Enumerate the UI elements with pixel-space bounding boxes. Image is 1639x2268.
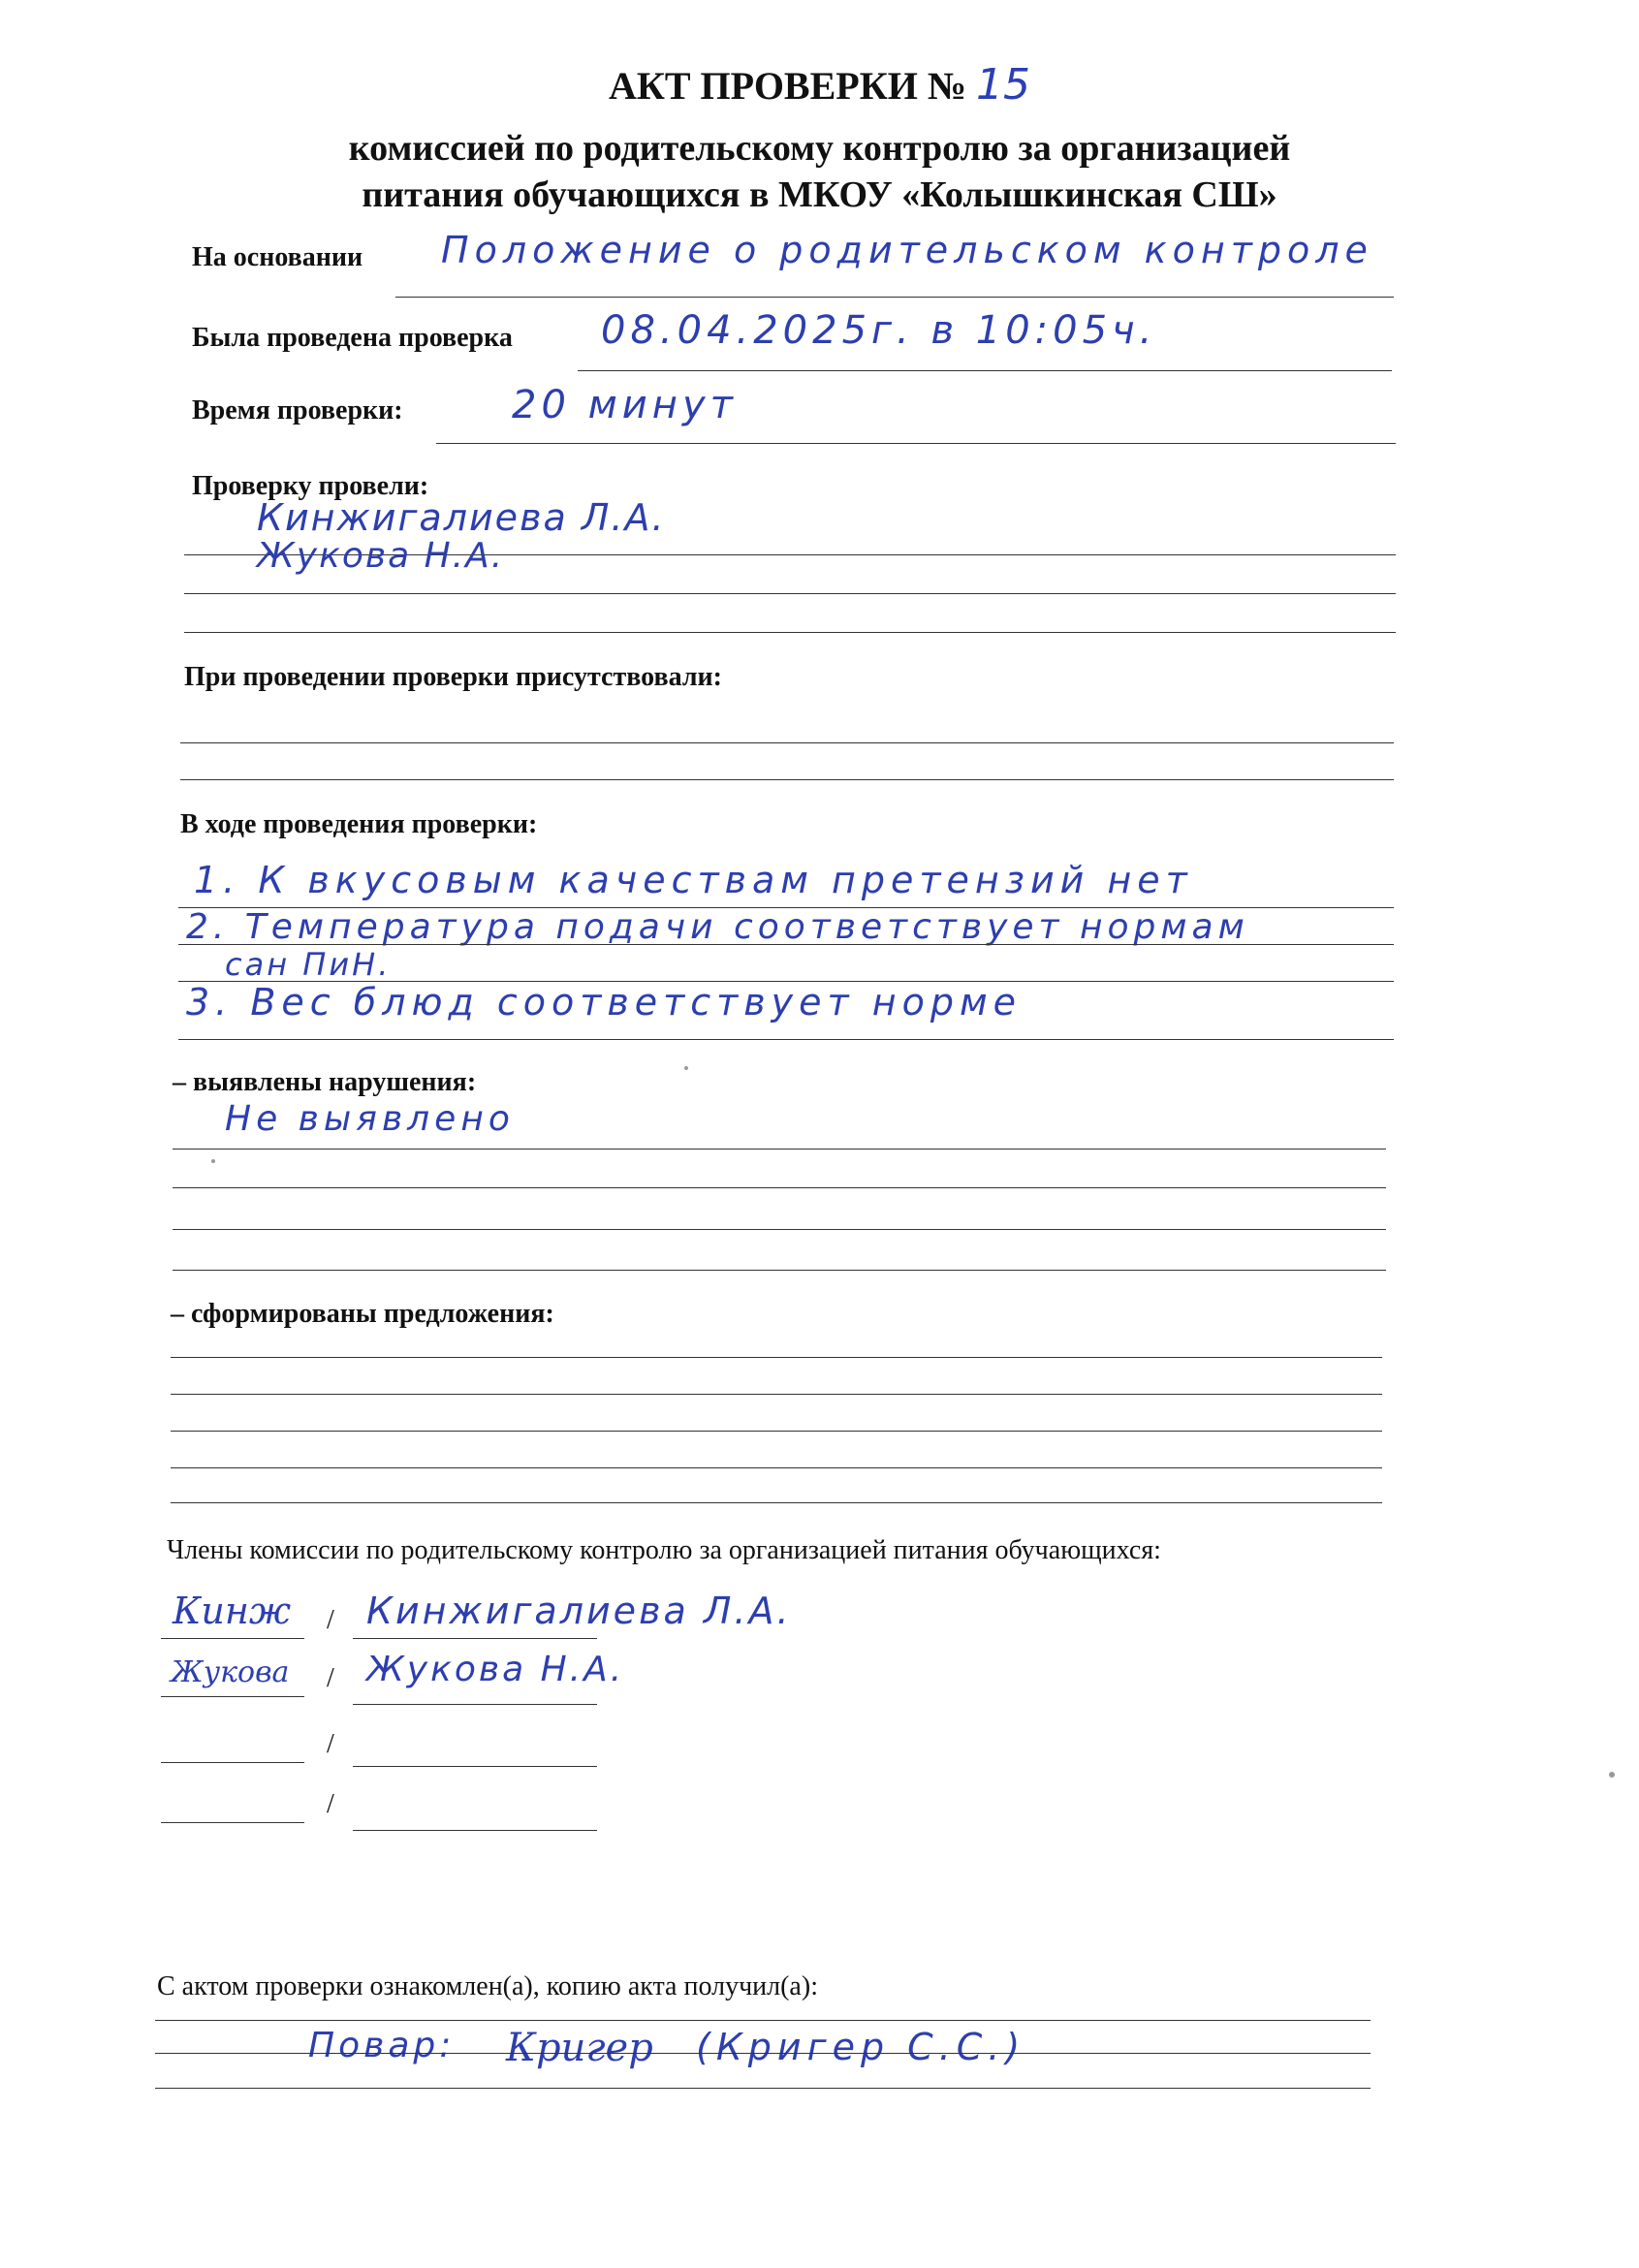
duration-label: Время проверки:	[192, 395, 403, 425]
duration-underline	[436, 443, 1396, 444]
proposals-line-1	[171, 1357, 1382, 1358]
acknowledgement-line-3	[155, 2088, 1371, 2089]
proposals-line-3	[171, 1431, 1382, 1432]
conducted-underline	[578, 370, 1392, 371]
proposals-line-5	[171, 1502, 1382, 1503]
findings-line-4	[178, 1039, 1394, 1040]
violations-line-1	[173, 1149, 1386, 1150]
member-1-signature-line	[161, 1638, 304, 1639]
inspectors-label: Проверку провели:	[192, 471, 429, 501]
present-label: При проведении проверки присутствовали:	[184, 662, 722, 692]
duration-value: 20 минут	[512, 383, 738, 427]
present-line-2	[180, 779, 1394, 780]
acknowledgement-signature: Кригер	[506, 2026, 653, 2070]
member-3-separator: /	[327, 1729, 334, 1759]
basis-label: На основании	[192, 242, 363, 272]
acknowledgement-line-2	[155, 2053, 1371, 2054]
inspector-2: Жукова Н.А.	[257, 536, 505, 576]
finding-2: 2. Температура подачи соответствует нормам	[186, 907, 1249, 947]
conducted-value: 08.04.2025г. в 10:05ч.	[601, 308, 1157, 353]
findings-line-2	[178, 944, 1394, 945]
finding-3: 3. Вес блюд соответствует норме	[186, 981, 1023, 1024]
basis-value: Положение о родительском контроле	[441, 229, 1373, 271]
scan-speck	[1609, 1772, 1615, 1778]
violations-value: Не выявлено	[225, 1099, 515, 1139]
scan-speck	[211, 1159, 215, 1163]
act-number: 15	[976, 60, 1031, 110]
finding-2-continued: сан ПиН.	[225, 946, 392, 983]
acknowledgement-line-1	[155, 2020, 1371, 2021]
basis-underline	[395, 297, 1394, 298]
commission-label: Члены комиссии по родительскому контролю за организацией питания обучающихся:	[167, 1535, 1161, 1565]
proposals-line-4	[171, 1467, 1382, 1468]
member-1-name-line	[353, 1638, 597, 1639]
member-1-separator: /	[327, 1605, 334, 1635]
member-3-signature-line	[161, 1762, 304, 1763]
conducted-label: Была проведена проверка	[192, 323, 513, 353]
member-1-signature: Кинж	[173, 1590, 292, 1632]
member-1-name: Кинжигалиева Л.А.	[366, 1590, 792, 1632]
violations-line-2	[173, 1187, 1386, 1188]
document-title: АКТ ПРОВЕРКИ №	[608, 64, 967, 108]
scan-speck	[684, 1066, 688, 1070]
subtitle-line-2: питания обучающихся в МКОУ «Колышкинская СШ»	[362, 174, 1277, 215]
member-2-signature: Жукова	[171, 1655, 290, 1689]
member-2-signature-line	[161, 1696, 304, 1697]
during-label: В ходе проведения проверки:	[180, 809, 538, 839]
inspectors-line-2	[184, 593, 1396, 594]
member-4-name-line	[353, 1830, 597, 1831]
member-2-name: Жукова Н.А.	[366, 1650, 625, 1689]
member-2-name-line	[353, 1704, 597, 1705]
inspectors-line-3	[184, 632, 1396, 633]
present-line-1	[180, 742, 1394, 743]
member-4-separator: /	[327, 1789, 334, 1819]
acknowledgement-role: Повар:	[308, 2026, 456, 2065]
violations-line-3	[173, 1229, 1386, 1230]
violations-label: – выявлены нарушения:	[173, 1067, 477, 1097]
member-3-name-line	[353, 1766, 597, 1767]
violations-line-4	[173, 1270, 1386, 1271]
proposals-label: – сформированы предложения:	[171, 1299, 554, 1329]
finding-1: 1. К вкусовым качествам претензий нет	[194, 859, 1193, 901]
document-title-row	[0, 60, 1639, 110]
proposals-line-2	[171, 1394, 1382, 1395]
member-2-separator: /	[327, 1663, 334, 1693]
subtitle-line-1: комиссией по родительскому контролю за организацией	[348, 128, 1291, 169]
inspector-1: Кинжигалиева Л.А.	[257, 496, 666, 539]
acknowledgement-label: С актом проверки ознакомлен(а), копию акта получил(а):	[157, 1971, 818, 2001]
member-4-signature-line	[161, 1822, 304, 1823]
acknowledgement-name: (Кригер С.С.)	[696, 2026, 1026, 2068]
